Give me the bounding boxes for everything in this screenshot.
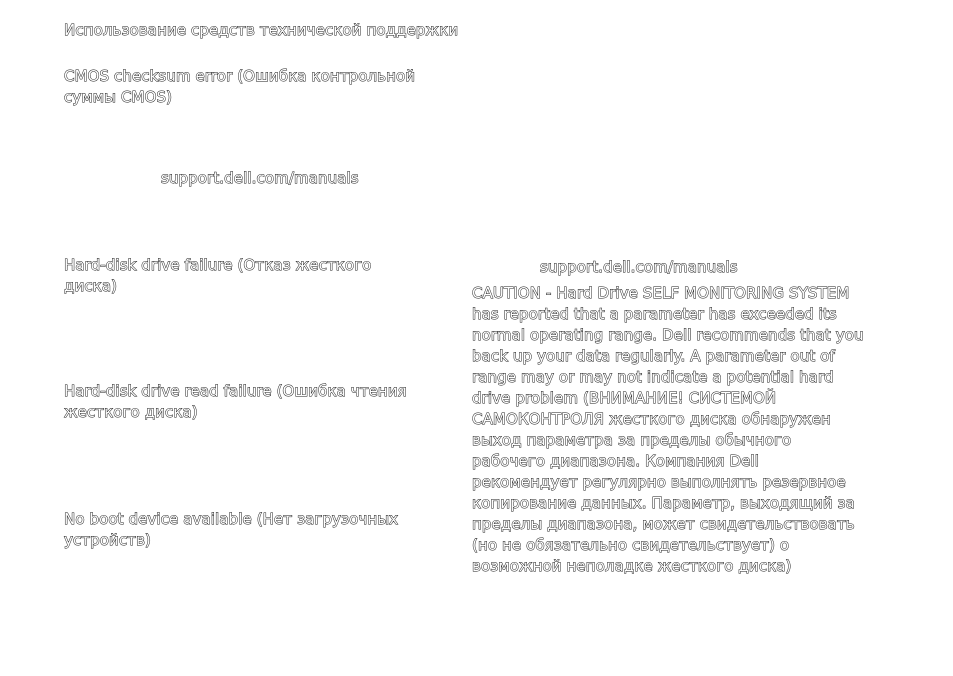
error-no-boot-device: No boot device available (Нет загрузочных устройств) xyxy=(64,510,399,549)
support-manuals-link-secondary[interactable]: support.dell.com/manuals xyxy=(540,258,738,276)
page-title: Использование средств технической поддержки xyxy=(64,21,459,39)
caution-hdd-self-monitoring: CAUTION - Hard Drive SELF MONITORING SYSTEM has reported that a parameter has exceeded its normal operating range. Dell recommends that you back up your data regularly. A parameter out of range may or may not indicate a potential hard drive problem (ВНИМАНИЕ! СИСТЕМОЙ САМОКОНТРОЛЯ жесткого диска обнаружен выход параметра за пределы обычного рабочего диапазона. Компания Dell рекомендует регулярно выполнять резервное копирование данных. Параметр, выходящий за пределы диапазона, может свидетельствовать (но не обязательно свидетельствует) о возможной неполадке жесткого диска) xyxy=(472,284,864,575)
support-manuals-link[interactable]: support.dell.com/manuals xyxy=(161,169,359,187)
error-hdd-failure: Hard-disk drive failure (Отказ жесткого диска) xyxy=(64,256,372,295)
error-hdd-read-failure: Hard-disk drive read failure (Ошибка чтения жесткого диска) xyxy=(64,382,407,421)
error-cmos-checksum: CMOS checksum error (Ошибка контрольной суммы CMOS) xyxy=(64,67,416,106)
